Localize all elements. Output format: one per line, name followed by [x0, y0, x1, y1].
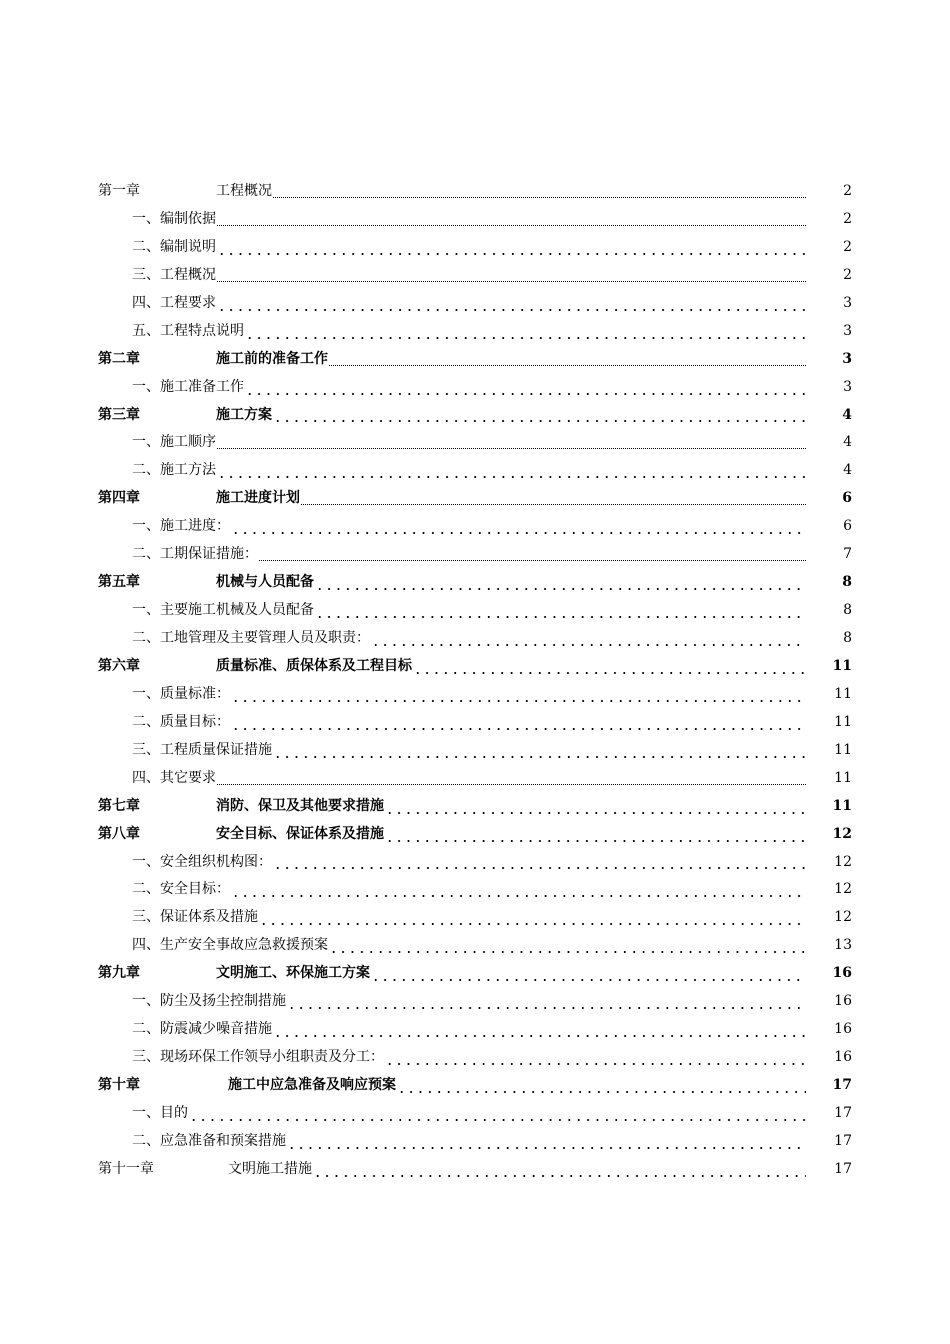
toc-section-entry[interactable] [98, 849, 858, 877]
chapter-title: 施工方案 [216, 406, 272, 423]
toc-chapter-entry[interactable] [98, 346, 858, 374]
chapter-number: 第五章 [98, 574, 140, 591]
page-number: 6 [842, 490, 852, 507]
dot-leader [231, 709, 806, 737]
page-number: 17 [834, 1132, 852, 1149]
toc-chapter-entry[interactable] [98, 653, 858, 681]
section-title: 三、保证体系及措施 [132, 909, 258, 926]
toc-section-entry[interactable] [98, 1100, 858, 1128]
dot-leader [315, 569, 806, 597]
page-number: 16 [834, 1021, 852, 1038]
dot-leader [413, 653, 806, 681]
section-title: 一、主要施工机械及人员配备 [132, 602, 314, 619]
section-title: 二、编制说明 [132, 238, 216, 255]
toc-section-entry[interactable] [98, 765, 858, 793]
chapter-number: 第四章 [98, 490, 140, 507]
toc-section-entry[interactable] [98, 681, 858, 709]
dot-leader [385, 793, 806, 821]
toc-section-entry[interactable] [98, 541, 858, 569]
section-title: 一、施工准备工作 [132, 378, 244, 395]
chapter-title: 机械与人员配备 [216, 574, 314, 591]
toc-section-entry[interactable] [98, 374, 858, 402]
toc-section-entry[interactable] [98, 904, 858, 932]
toc-section-entry[interactable] [98, 597, 858, 625]
dot-leader [217, 457, 806, 485]
page-number: 2 [843, 183, 852, 199]
dot-leader [217, 290, 806, 318]
section-title: 二、质量目标： [132, 713, 230, 730]
page-number: 16 [832, 965, 852, 982]
toc-section-entry[interactable] [98, 1016, 858, 1044]
toc-chapter-entry[interactable] [98, 793, 858, 821]
toc-chapter-entry[interactable] [98, 402, 858, 430]
section-title: 一、施工顺序 [132, 434, 216, 451]
chapter-title: 安全目标、保证体系及措施 [216, 825, 384, 842]
dot-leader [273, 1016, 806, 1044]
chapter-number: 第二章 [98, 350, 140, 367]
toc-section-entry[interactable] [98, 318, 858, 346]
dot-leader [259, 904, 806, 932]
dot-leader [217, 262, 806, 290]
dot-leader [245, 374, 806, 402]
page-number: 3 [843, 294, 852, 311]
chapter-number: 第三章 [98, 406, 140, 423]
dot-leader [273, 402, 806, 430]
section-title: 四、其它要求 [132, 769, 216, 786]
chapter-title: 文明施工措施 [228, 1160, 312, 1177]
toc-section-entry[interactable] [98, 234, 858, 262]
page-number: 4 [843, 434, 852, 451]
dot-leader [385, 1044, 806, 1072]
page-number: 4 [843, 462, 852, 479]
section-title: 二、安全目标： [132, 881, 230, 898]
section-title: 一、防尘及扬尘控制措施 [132, 993, 286, 1010]
page-number: 11 [832, 797, 852, 814]
section-title: 二、防震减少噪音措施 [132, 1021, 272, 1038]
page-number: 4 [842, 406, 852, 423]
dot-leader [273, 737, 806, 765]
section-title: 一、安全组织机构图： [132, 853, 272, 870]
chapter-title: 施工中应急准备及响应预案 [228, 1077, 396, 1093]
toc-section-entry[interactable] [98, 876, 858, 904]
section-title: 二、工期保证措施： [132, 546, 258, 563]
dot-leader [371, 625, 806, 653]
table-of-contents [98, 178, 858, 1184]
dot-leader [385, 821, 806, 849]
dot-leader [313, 1156, 806, 1184]
section-title: 三、工程概况 [132, 266, 216, 283]
toc-chapter-entry[interactable] [98, 1156, 858, 1184]
chapter-number: 第七章 [98, 797, 140, 814]
section-title: 五、工程特点说明 [132, 322, 244, 339]
page-number: 6 [843, 518, 852, 535]
chapter-title: 施工前的准备工作 [216, 350, 328, 367]
page-number: 2 [843, 210, 852, 227]
dot-leader [217, 429, 806, 457]
page-number: 16 [834, 1049, 852, 1066]
chapter-title: 消防、保卫及其他要求措施 [216, 797, 384, 814]
page-number: 7 [843, 546, 852, 563]
toc-section-entry[interactable] [98, 513, 858, 541]
toc-chapter-entry[interactable] [98, 1072, 858, 1100]
page-number: 3 [843, 322, 852, 339]
toc-section-entry[interactable] [98, 429, 858, 457]
section-title: 一、编制依据 [132, 210, 216, 227]
toc-section-entry[interactable] [98, 262, 858, 290]
chapter-title: 施工进度计划 [216, 490, 300, 507]
dot-leader [231, 681, 806, 709]
chapter-number: 第十章 [98, 1077, 140, 1093]
dot-leader [397, 1072, 806, 1100]
section-title: 四、工程要求 [132, 294, 216, 311]
page-number: 16 [834, 993, 852, 1010]
page-number: 8 [843, 602, 852, 619]
page-number: 11 [832, 657, 852, 674]
dot-leader [259, 541, 806, 569]
toc-chapter-entry[interactable] [98, 821, 858, 849]
page-number: 12 [832, 825, 852, 842]
page-number: 12 [834, 881, 852, 898]
dot-leader [315, 597, 806, 625]
page-number: 3 [842, 350, 852, 367]
page-number: 17 [832, 1077, 852, 1093]
page-number: 3 [843, 378, 852, 395]
chapter-number: 第八章 [98, 825, 140, 842]
section-title: 二、应急准备和预案措施 [132, 1132, 286, 1149]
page-number: 13 [834, 937, 852, 954]
dot-leader [217, 765, 806, 793]
dot-leader [287, 988, 806, 1016]
page-number: 2 [843, 266, 852, 283]
page-number: 11 [834, 713, 852, 730]
chapter-number: 第十一章 [98, 1160, 154, 1177]
section-title: 一、目的 [132, 1104, 188, 1121]
dot-leader [217, 206, 806, 234]
dot-leader [273, 849, 806, 877]
dot-leader [301, 485, 806, 513]
section-title: 一、质量标准： [132, 685, 230, 702]
chapter-number: 第九章 [98, 965, 140, 982]
chapter-title: 质量标准、质保体系及工程目标 [216, 657, 412, 674]
dot-leader [329, 346, 806, 374]
chapter-title: 文明施工、环保施工方案 [216, 965, 370, 982]
toc-section-entry[interactable] [98, 290, 858, 318]
dot-leader [287, 1128, 806, 1156]
page-number: 17 [834, 1104, 852, 1121]
dot-leader [231, 876, 806, 904]
section-title: 四、生产安全事故应急救援预案 [132, 937, 328, 954]
page-number: 8 [843, 630, 852, 646]
dot-leader [371, 960, 806, 988]
toc-chapter-entry[interactable] [98, 960, 858, 988]
dot-leader [273, 178, 806, 206]
dot-leader [231, 513, 806, 541]
page-number: 17 [834, 1160, 852, 1177]
toc-section-entry[interactable] [98, 709, 858, 737]
toc-section-entry[interactable] [98, 625, 858, 653]
page-number: 11 [834, 685, 852, 702]
section-title: 一、施工进度： [132, 518, 230, 535]
chapter-number: 第六章 [98, 657, 140, 674]
section-title: 三、现场环保工作领导小组职责及分工： [132, 1049, 384, 1066]
chapter-number: 第一章 [98, 183, 140, 199]
dot-leader [217, 234, 806, 262]
chapter-title: 工程概况 [216, 183, 272, 199]
toc-section-entry[interactable] [98, 1044, 858, 1072]
section-title: 二、工地管理及主要管理人员及职责： [132, 630, 370, 646]
toc-chapter-entry[interactable] [98, 485, 858, 513]
toc-chapter-entry[interactable] [98, 569, 858, 597]
page-number: 11 [834, 769, 852, 786]
page-number: 11 [834, 741, 852, 758]
section-title: 三、工程质量保证措施 [132, 741, 272, 758]
toc-section-entry[interactable] [98, 737, 858, 765]
toc-section-entry[interactable] [98, 1128, 858, 1156]
toc-chapter-entry[interactable] [98, 178, 858, 206]
page-number: 12 [834, 909, 852, 926]
section-title: 二、施工方法 [132, 462, 216, 479]
dot-leader [329, 932, 806, 960]
toc-section-entry[interactable] [98, 932, 858, 960]
dot-leader [189, 1100, 806, 1128]
toc-section-entry[interactable] [98, 206, 858, 234]
page-number: 8 [842, 574, 852, 591]
toc-section-entry[interactable] [98, 988, 858, 1016]
toc-section-entry[interactable] [98, 457, 858, 485]
page-number: 2 [843, 238, 852, 255]
dot-leader [245, 318, 806, 346]
page-number: 12 [834, 853, 852, 870]
